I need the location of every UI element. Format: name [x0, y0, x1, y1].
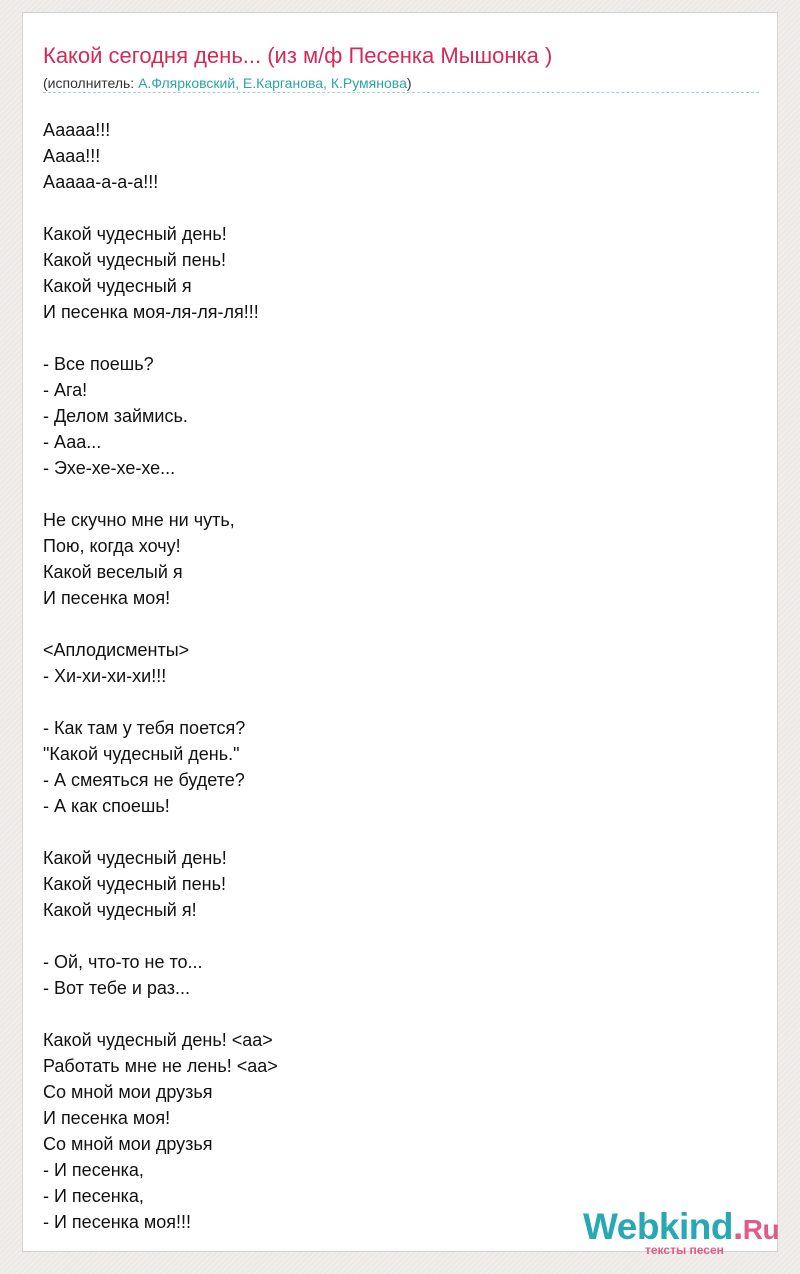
- logo-dot: .: [733, 1206, 743, 1247]
- artist-link[interactable]: А.Флярковский, Е.Карганова, К.Румянова: [138, 75, 407, 91]
- lyric-blank-line: [43, 481, 743, 507]
- lyric-blank-line: [43, 689, 743, 715]
- lyric-line: Какой чудесный я!: [43, 900, 197, 920]
- logo-subtitle: тексты песен: [645, 1243, 724, 1257]
- lyric-line: - Как там у тебя поется?: [43, 718, 246, 738]
- lyric-blank-line: [43, 923, 743, 949]
- lyric-line: Со мной мои друзья: [43, 1134, 213, 1154]
- lyric-line: Какой чудесный пень!: [43, 250, 226, 270]
- lyric-line: - Хи-хи-хи-хи!!!: [43, 666, 167, 686]
- lyric-line: И песенка моя-ля-ля-ля!!!: [43, 302, 259, 322]
- lyric-line: - Все поешь?: [43, 354, 154, 374]
- lyric-line: И песенка моя!: [43, 588, 171, 608]
- lyric-line: Какой чудесный день!: [43, 224, 227, 244]
- lyric-line: Пою, когда хочу!: [43, 536, 181, 556]
- lyric-line: Какой веселый я: [43, 562, 183, 582]
- lyric-line: Какой чудесный я: [43, 276, 192, 296]
- lyric-line: Не скучно мне ни чуть,: [43, 510, 235, 530]
- lyric-line: - Вот тебе и раз...: [43, 978, 190, 998]
- lyric-line: Работать мне не лень! <аа>: [43, 1056, 278, 1076]
- lyric-line: - Ага!: [43, 380, 88, 400]
- lyric-line: Аааа!!!: [43, 146, 101, 166]
- logo-tld: Ru: [742, 1214, 780, 1245]
- lyric-blank-line: [43, 611, 743, 637]
- lyric-line: "Какой чудесный день.": [43, 744, 240, 764]
- lyric-line: Ааааа!!!: [43, 120, 111, 140]
- lyric-blank-line: [43, 1001, 743, 1027]
- song-title: Какой сегодня день... (из м/ф Песенка Мышонка ): [43, 43, 553, 68]
- lyric-line: - Эхе-хе-хе-хе...: [43, 458, 176, 478]
- lyric-line: - А смеяться не будете?: [43, 770, 245, 790]
- lyric-blank-line: [43, 325, 743, 351]
- site-logo[interactable]: [583, 1207, 783, 1255]
- lyrics-card: [22, 12, 780, 1257]
- lyric-line: - Делом займись.: [43, 406, 188, 426]
- lyric-blank-line: [43, 195, 743, 221]
- logo-main-text: Webkind: [583, 1206, 733, 1247]
- lyric-line: - А как споешь!: [43, 796, 170, 816]
- artist-prefix: (исполнитель:: [43, 75, 139, 91]
- lyric-line: Ааааа-а-а-а!!!: [43, 172, 159, 192]
- artist-line: [43, 74, 759, 93]
- lyric-line: - Ой, что-то не то...: [43, 952, 203, 972]
- lyric-blank-line: [43, 819, 743, 845]
- lyric-line: И песенка моя!: [43, 1108, 171, 1128]
- artist-suffix: ): [406, 75, 412, 91]
- lyric-line: <Аплодисменты>: [43, 640, 190, 660]
- lyric-line: Какой чудесный пень!: [43, 874, 226, 894]
- lyrics-text: [43, 117, 743, 1235]
- lyric-line: - И песенка,: [43, 1160, 144, 1180]
- lyric-line: - И песенка,: [43, 1186, 144, 1206]
- lyric-line: - И песенка моя!!!: [43, 1212, 192, 1232]
- lyric-line: Со мной мои друзья: [43, 1082, 213, 1102]
- lyric-line: Какой чудесный день! <аа>: [43, 1030, 273, 1050]
- lyric-line: Какой чудесный день!: [43, 848, 227, 868]
- lyric-line: - Ааа...: [43, 432, 102, 452]
